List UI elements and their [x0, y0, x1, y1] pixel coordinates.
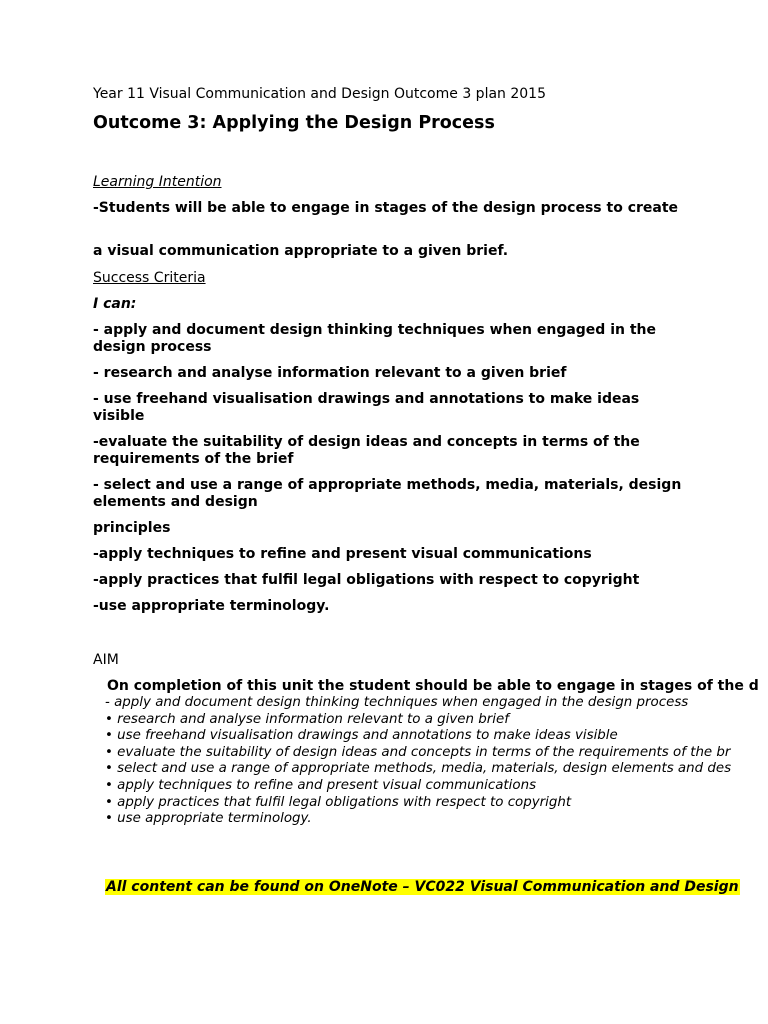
success-criteria-item: -apply techniques to refine and present visual communications: [93, 546, 592, 562]
aim-list-item: - apply and document design thinking techniques when engaged in the design process: [105, 695, 689, 710]
aim-list-item: • research and analyse information relevant to a given brief: [105, 711, 509, 727]
aim-list-item: • apply techniques to refine and present visual communications: [105, 777, 537, 793]
aim-list-item: • apply practices that fulfil legal obligations with respect to copyright: [105, 794, 572, 810]
learning-intention-line-2: a visual communication appropriate to a given brief.: [93, 243, 509, 259]
i-can-label: I can:: [93, 296, 137, 312]
aim-lead-text: On completion of this unit the student should be able to engage in stages of the d: [107, 678, 759, 694]
success-criteria-item: principles: [93, 520, 171, 536]
aim-list-item: • use freehand visualisation drawings and annotations to make ideas visible: [105, 728, 618, 744]
success-criteria-item: - research and analyse information relevant to a given brief: [93, 365, 567, 381]
success-criteria-item: -apply practices that fulfil legal obligations with respect to copyright: [93, 572, 640, 588]
document-subtitle: Year 11 Visual Communication and Design Outcome 3 plan 2015: [93, 86, 546, 102]
success-criteria-item: -use appropriate terminology.: [93, 598, 330, 614]
aim-list: [105, 695, 731, 828]
success-criteria-item: - select and use a range of appropriate methods, media, materials, design elements and design: [93, 477, 682, 510]
success-criteria-item: -evaluate the suitability of design ideas and concepts in terms of the requirements of the brief: [93, 434, 640, 467]
learning-intention-line-1: -Students will be able to engage in stages of the design process to create: [93, 200, 679, 216]
aim-list-item: • use appropriate terminology.: [105, 811, 312, 827]
success-criteria-heading: Success Criteria: [93, 270, 206, 286]
aim-list-item: • evaluate the suitability of design ideas and concepts in terms of the requirements of the br: [105, 744, 731, 760]
success-criteria-item: - apply and document design thinking techniques when engaged in the design process: [93, 322, 656, 355]
aim-list-item: • select and use a range of appropriate methods, media, materials, design elements and des: [105, 761, 732, 777]
aim-heading: AIM: [93, 652, 119, 668]
document-title: Outcome 3: Applying the Design Process: [93, 113, 495, 133]
success-criteria-item: - use freehand visualisation drawings and annotations to make ideas visible: [93, 391, 640, 424]
onenote-highlight-note: All content can be found on OneNote – VC022 Visual Communication and Design: [106, 879, 739, 895]
learning-intention-heading: Learning Intention: [93, 174, 222, 190]
